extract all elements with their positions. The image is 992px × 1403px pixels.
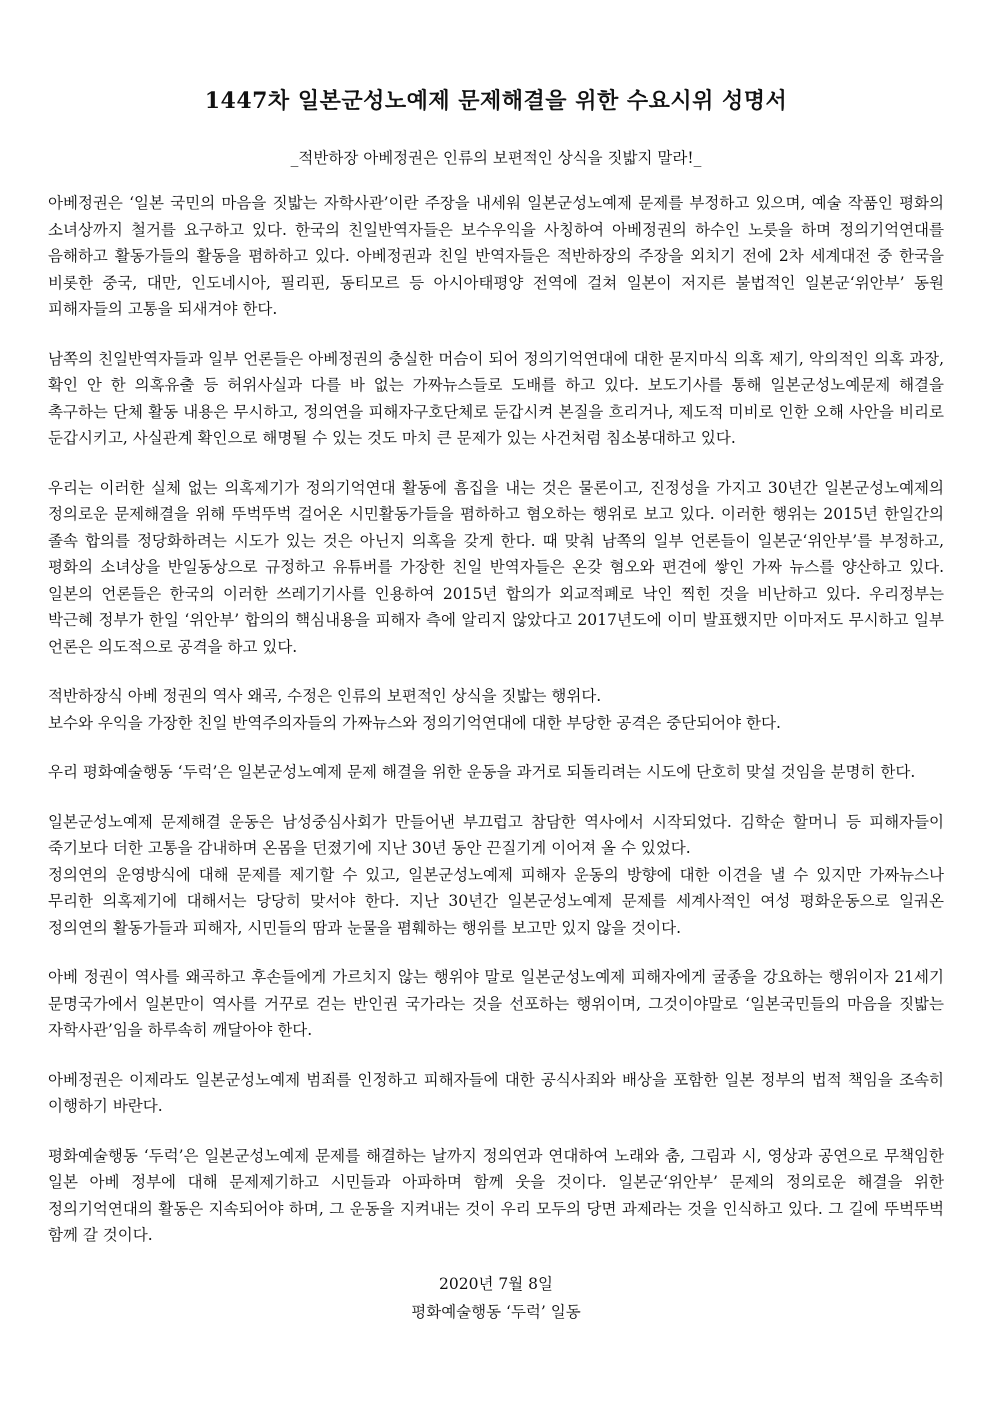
paragraph-1: 아베정권은 ‘일본 국민의 마음을 짓밟는 자학사관’이란 주장을 내세워 일본군성노예제 문제를 부정하고 있으며, 예술 작품인 평화의 소녀상까지 철거를 요구하고 있다. 한국의 친일반역자들은 보수우익을 사칭하여 아베정권의 하수인 노릇을 하며 정의기억연대를 음해하고 활동가들의 활동을 폄하하고 있다. 아베정권과 친일 반역자들은 적반하장의 주장을 외치기 전에 2차 세계대전 중 한국을 비롯한 중국, 대만, 인도네시아, 필리핀, 동티모르 등 아시아태평양 전역에 걸쳐 일본이 저지른 불법적인 일본군‘위안부’ 동원 피해자들의 고통을 되새겨야 한다. xyxy=(48,194,944,318)
paragraph-5: 보수와 우익을 가장한 친일 반역주의자들의 가짜뉴스와 정의기억연대에 대한 부당한 공격은 중단되어야 한다. xyxy=(48,713,781,732)
paragraph-9: 아베 정권이 역사를 왜곡하고 후손들에게 가르치지 않는 행위야 말로 일본군성노예제 피해자에게 굴종을 강요하는 행위이자 21세기 문명국가에서 일본만이 역사를 거꾸로 걷는 반인권 국가라는 것을 선포하는 행위이며, 그것이야말로 ‘일본국민들의 마음을 짓밟는 자학사관’임을 하루속히 깨달아야 한다. xyxy=(48,968,944,1039)
paragraph-2: 남쪽의 친일반역자들과 일부 언론들은 아베정권의 충실한 머슴이 되어 정의기억연대에 대한 묻지마식 의혹 제기, 악의적인 의혹 과장, 확인 안 한 의혹유출 등 허위사실과 다를 바 없는 가짜뉴스들로 도배를 하고 있다. 보도기사를 통해 일본군성노예문제 해결을 촉구하는 단체 활동 내용은 무시하고, 정의연을 피해자구호단체로 둔갑시켜 본질을 흐리거나, 제도적 미비로 인한 오해 사안을 비리로 둔갑시키고, 사실관계 확인으로 해명될 수 있는 것도 마치 큰 문제가 있는 사건처럼 침소봉대하고 있다. xyxy=(48,349,944,447)
paragraph-8: 정의연의 운영방식에 대해 문제를 제기할 수 있고, 일본군성노예제 피해자 운동의 방향에 대한 이견을 낼 수 있지만 가짜뉴스나 무리한 의혹제기에 대해서는 당당히 맞서야 한다. 지난 30년간 일본군성노예제 문제를 세계사적인 여성 평화운동으로 일궈온 정의연의 활동가들과 피해자, 시민들의 땀과 눈물을 폄훼하는 행위를 보고만 있지 않을 것이다. xyxy=(48,865,944,937)
document-subtitle: _적반하장 아베정권은 인류의 보편적인 상식을 짓밟지 말라!_ xyxy=(290,149,702,167)
paragraph-6: 우리 평화예술행동 ‘두럭’은 일본군성노예제 문제 해결을 위한 운동을 과거로 되돌리려는 시도에 단호히 맞설 것임을 분명히 한다. xyxy=(48,763,916,781)
signature: 평화예술행동 ‘두럭’ 일동 xyxy=(411,1303,581,1321)
closing-block xyxy=(0,1270,992,1326)
document-title: 1447차 일본군성노예제 문제해결을 위한 수요시위 성명서 xyxy=(204,88,788,114)
paragraph-10: 아베정권은 이제라도 일본군성노예제 범죄를 인정하고 피해자들에 대한 공식사죄와 배상을 포함한 일본 정부의 법적 책임을 조속히 이행하기 바란다. xyxy=(48,1070,944,1115)
statement-date: 2020년 7월 8일 xyxy=(439,1275,553,1293)
statement-body xyxy=(48,190,944,1272)
paragraph-4: 적반하장식 아베 정권의 역사 왜곡, 수정은 인류의 보편적인 상식을 짓밟는 행위다. xyxy=(48,687,602,705)
paragraph-11: 평화예술행동 ‘두럭’은 일본군성노예제 문제를 해결하는 날까지 정의연과 연대하여 노래와 춤, 그림과 시, 영상과 공연으로 무책임한 일본 아베 정부에 대해 문제제기하고 시민들과 아파하며 함께 웃을 것이다. 일본군‘위안부’ 문제의 정의로운 해결을 위한 정의기억연대의 활동은 지속되어야 하며, 그 운동을 지켜내는 것이 우리 모두의 당면 과제라는 것을 인식하고 있다. 그 길에 뚜벅뚜벅 함께 갈 것이다. xyxy=(48,1146,944,1244)
paragraph-3: 우리는 이러한 실체 없는 의혹제기가 정의기억연대 활동에 흠집을 내는 것은 물론이고, 진정성을 가지고 30년간 일본군성노예제의 정의로운 문제해결을 위해 뚜벅뚜벅 걸어온 시민활동가들을 폄하하고 혐오하는 행위로 보고 있다. 이러한 행위는 2015년 한일간의 졸속 합의를 정당화하려는 시도가 있는 것은 아닌지 의혹을 갖게 한다. 때 맞춰 남쪽의 일부 언론들이 일본군‘위안부’를 부정하고, 평화의 소녀상을 반일동상으로 규정하고 유튜버를 가장한 친일 반역자들은 온갖 혐오와 편견에 쌓인 가짜 뉴스를 양산하고 있다. 일본의 언론들은 한국의 이러한 쓰레기기사를 인용하여 2015년 합의가 외교적폐로 낙인 찍힌 것을 비난하고 있다. 우리정부는 박근혜 정부가 한일 ‘위안부’ 합의의 핵심내용을 피해자 측에 알리지 않았다고 2017년도에 이미 발표했지만 이마저도 무시하고 일부 언론은 의도적으로 공격을 하고 있다. xyxy=(48,478,944,656)
paragraph-7: 일본군성노예제 문제해결 운동은 남성중심사회가 만들어낸 부끄럽고 참담한 역사에서 시작되었다. 김학순 할머니 등 피해자들이 죽기보다 더한 고통을 감내하며 온몸을 던졌기에 지난 30년 동안 끈질기게 이어져 올 수 있었다. xyxy=(48,812,944,857)
